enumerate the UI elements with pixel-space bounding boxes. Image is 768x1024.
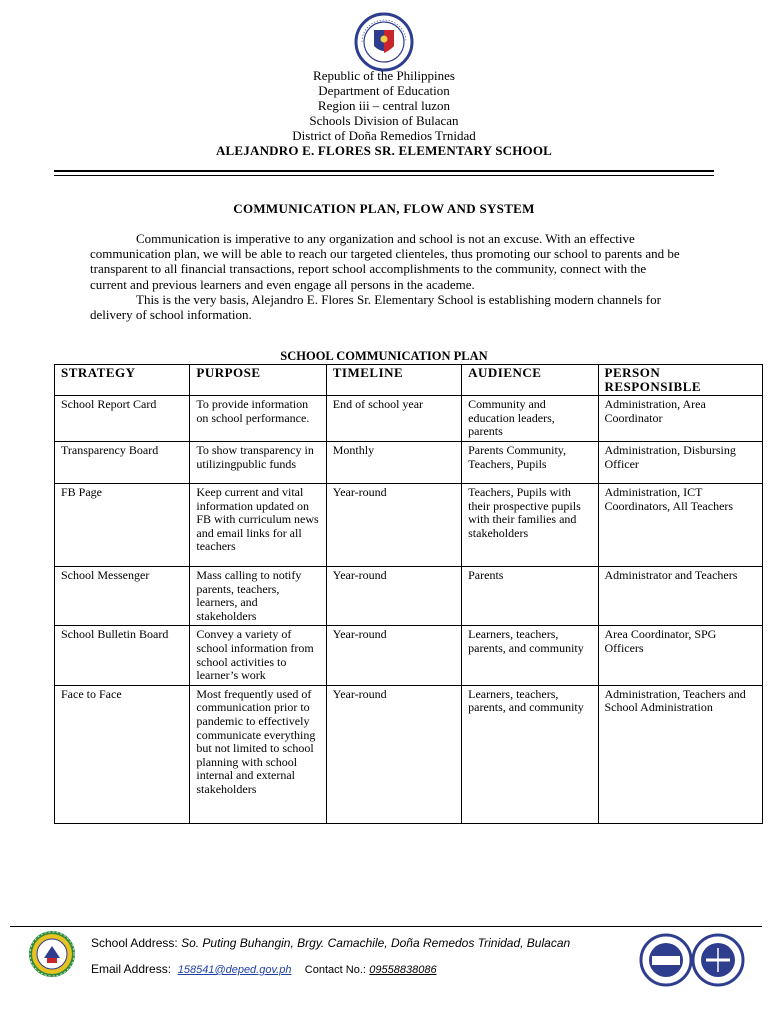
table-row	[55, 685, 763, 823]
footer-address-line	[91, 936, 570, 950]
header-audience: AUDIENCE	[462, 365, 598, 396]
cell-audience: Parents	[462, 566, 598, 625]
cell-strategy: School Messenger	[55, 566, 190, 625]
cell-purpose: Most frequently used of communication prior to pandemic to effectively communicate everything but not limited to school planning with school internal and external stakeholders	[190, 685, 326, 823]
cell-timeline: Year-round	[326, 483, 461, 566]
intro-paragraph-2: This is the very basis, Alejandro E. Flores Sr. Elementary School is establishing modern channels for delivery of school information.	[90, 291, 661, 323]
table-row	[55, 483, 763, 566]
cell-purpose: Convey a variety of school information from school activities to learner’s work	[190, 626, 326, 685]
header-district: District of Doña Remedios Trnidad	[292, 128, 476, 143]
cell-strategy: School Report Card	[55, 396, 190, 442]
cell-audience: Learners, teachers, parents, and community	[462, 685, 598, 823]
email-label: Email Address:	[91, 962, 172, 976]
school-logo-icon	[28, 930, 76, 978]
footer-rule	[10, 926, 762, 927]
header-school-name: ALEJANDRO E. FLORES SR. ELEMENTARY SCHOOL	[215, 143, 553, 158]
cell-audience: Learners, teachers, parents, and community	[462, 626, 598, 685]
cell-purpose: Mass calling to notify parents, teachers, learners, and stakeholders	[190, 566, 326, 625]
cell-strategy: Face to Face	[55, 685, 190, 823]
cell-audience: Teachers, Pupils with their prospective pupils with their families and stakeholders	[462, 483, 598, 566]
cell-strategy: Transparency Board	[55, 441, 190, 483]
cell-person: Administrator and Teachers	[598, 566, 763, 625]
table-title: SCHOOL COMMUNICATION PLAN	[280, 349, 488, 363]
cell-person: Administration, Disbursing Officer	[598, 441, 763, 483]
header-timeline: TIMELINE	[326, 365, 461, 396]
table-row	[55, 441, 763, 483]
deped-seal-icon	[344, 12, 424, 72]
footer-email-line	[91, 962, 437, 976]
header-rule-thin	[54, 175, 714, 176]
communication-plan-table	[54, 364, 763, 824]
cell-strategy: FB Page	[55, 483, 190, 566]
certification-badges-icon	[638, 932, 748, 988]
table-row	[55, 396, 763, 442]
cell-audience: Parents Community, Teachers, Pupils	[462, 441, 598, 483]
intro-paragraph-1: Communication is imperative to any organization and school is not an excuse. With an effective communication plan, we will be able to reach our targeted clienteles, thus promoting our school to parents and be transparent to all financial transactions, report school accomplishments to the community, connect with the current and previous learners and even engage all persons in the academe.	[90, 231, 680, 292]
intro-text	[90, 231, 680, 322]
cell-timeline: Year-round	[326, 626, 461, 685]
cell-strategy: School Bulletin Board	[55, 626, 190, 685]
contact-label: Contact No.:	[304, 964, 366, 976]
header-department: Department of Education	[318, 83, 450, 98]
table-row	[55, 566, 763, 625]
table-header-row	[55, 365, 763, 396]
address-value: So. Puting Buhangin, Brgy. Camachile, Doña Remedos Trinidad, Bulacan	[181, 936, 571, 950]
email-link[interactable]: 158541@deped.gov.ph	[177, 964, 292, 976]
cell-timeline: End of school year	[326, 396, 461, 442]
contact-value: 09558838086	[369, 964, 437, 976]
header-rule-thick	[54, 170, 714, 172]
cell-audience: Community and education leaders, parents	[462, 396, 598, 442]
header-person-responsible: PERSON RESPONSIBLE	[598, 365, 763, 396]
cell-timeline: Year-round	[326, 566, 461, 625]
cell-person: Administration, Teachers and School Administration	[598, 685, 763, 823]
header-republic: Republic of the Philippines	[313, 68, 455, 83]
cell-purpose: To provide information on school performance.	[190, 396, 326, 442]
document-title: COMMUNICATION PLAN, FLOW AND SYSTEM	[233, 201, 535, 216]
header-strategy: STRATEGY	[55, 365, 190, 396]
letterhead	[0, 68, 768, 158]
address-label: School Address:	[91, 936, 178, 950]
cell-timeline: Monthly	[326, 441, 461, 483]
cell-person: Administration, Area Coordinator	[598, 396, 763, 442]
cell-timeline: Year-round	[326, 685, 461, 823]
table-row	[55, 626, 763, 685]
cell-person: Area Coordinator, SPG Officers	[598, 626, 763, 685]
header-region: Region iii – central luzon	[317, 98, 451, 113]
cell-purpose: To show transparency in utilizingpublic funds	[190, 441, 326, 483]
cell-person: Administration, ICT Coordinators, All Teachers	[598, 483, 763, 566]
header-purpose: PURPOSE	[190, 365, 326, 396]
header-division: Schools Division of Bulacan	[309, 113, 459, 128]
cell-purpose: Keep current and vital information updated on FB with curriculum news and email links for all teachers	[190, 483, 326, 566]
